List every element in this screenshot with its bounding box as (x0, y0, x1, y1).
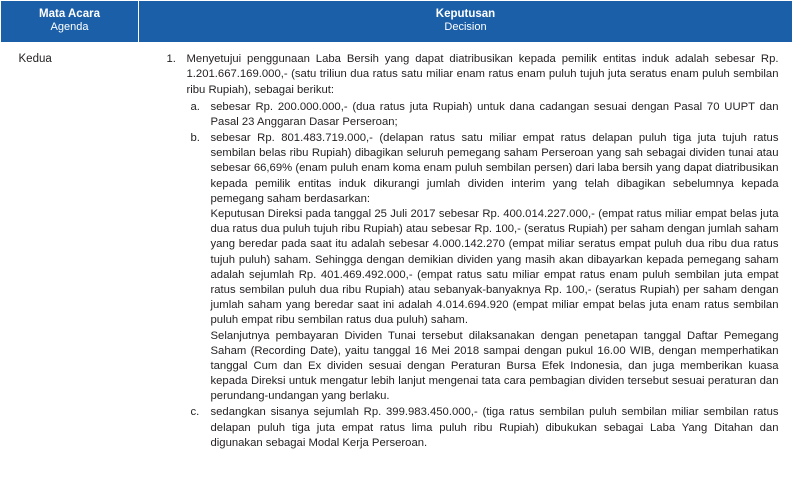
list-item-marker: 1. (166, 53, 176, 66)
list-item (187, 100, 779, 130)
list-item (145, 52, 779, 451)
list-item-text: Menyetujui penggunaan Laba Bersih yang dapat diatribusikan kepada pemilik entitas induk adalah sebesar Rp. 1.201.667.169.000,- (satu triliun dua ratus satu miliar enam ratus enam puluh tujuh juta seratus enam puluh sembilan ribu Rupiah), sebagai berikut: (186, 53, 779, 96)
list-item (187, 405, 779, 451)
sublist-item-paragraph: sebesar Rp. 200.000.000,- (dua ratus juta Rupiah) untuk dana cadangan sesuai dengan Pasal 70 UUPT dan Pasal 23 Anggaran Dasar Perseroan; (210, 100, 779, 128)
agenda-cell (1, 43, 139, 463)
column-header-agenda-sub: Agenda (50, 21, 89, 34)
table-header (1, 1, 792, 43)
column-header-agenda (1, 1, 139, 43)
decision-sublist (187, 100, 779, 451)
sublist-item-paragraph: Keputusan Direksi pada tanggal 25 Juli 2017 sebesar Rp. 400.014.227.000,- (empat ratus miliar empat belas juta dua ratus dua puluh tujuh ribu Rupiah) atau sebesar Rp. 100,- (seratus Rupiah) per saham dengan jumlah saham yang beredar pada saat itu adalah sebesar 4.000.142.270 (empat miliar seratus empat puluh dua ribu dua ratus tujuh puluh) saham. Sehingga dengan demikian dividen yang masih akan dibayarkan kepada pemegang saham adalah sejumlah Rp. 401.469.492.000,- (empat ratus satu miliar empat ratus enam puluh sembilan juta empat ratus sembilan puluh dua ribu Rupiah) atau sebanyak-banyaknya Rp. 100,- (seratus Rupiah) per saham dengan jumlah saham yang beredar saat ini adalah 4.014.694.920 (empat miliar empat belas juta enam ratus sembilan puluh empat ribu sembilan ratus dua puluh) saham. (210, 208, 779, 327)
sublist-item-paragraph: Selanjutnya pembayaran Dividen Tunai tersebut dilaksanakan dengan penetapan tanggal Daftar Pemegang Saham (Recording Date), yaitu tanggal 16 Mei 2018 sampai dengan pukul 16.00 WIB, dengan memperhatikan tanggal Cum dan Ex dividen sesuai dengan Peraturan Bursa Efek Indonesia, dan juga memberikan kuasa kepada Direksi untuk mengatur lebih lanjut mengenai tata cara pembagian dividen tersebut sesuai peraturan dan perundang-undangan yang berlaku. (210, 329, 779, 403)
decision-list (145, 52, 779, 451)
table-header-row (1, 1, 792, 43)
sublist-item-marker: a. (190, 100, 200, 113)
sublist-item-marker: c. (190, 406, 200, 419)
list-item (187, 131, 779, 404)
table-row (1, 43, 792, 463)
agenda-label: Kedua (18, 53, 52, 66)
table-body (1, 43, 792, 463)
column-header-decision-main: Keputusan (435, 8, 496, 20)
decision-cell (139, 43, 792, 463)
column-header-decision (139, 1, 792, 43)
sublist-item-paragraph: sedangkan sisanya sejumlah Rp. 399.983.450.000,- (tiga ratus sembilan puluh sembilan miliar sembilan ratus delapan puluh tiga juta empat ratus lima puluh ribu Rupiah) dibukukan sebagai Laba Yang Ditahan dan digunakan sebagai Modal Kerja Perseroan. (210, 406, 779, 449)
column-header-decision-sub: Decision (444, 21, 487, 34)
sublist-item-marker: b. (190, 132, 200, 145)
sublist-item-paragraph: sebesar Rp. 801.483.719.000,- (delapan ratus satu miliar empat ratus delapan puluh tiga juta tujuh ratus sembilan belas ribu Rupiah) dibagikan seluruh pemegang saham Perseroan yang sah sebagai dividen tunai atau sebesar 66,69% (enam puluh enam koma enam puluh sembilan persen) dari laba bersih yang dapat diatribusikan kepada pemilik entitas induk dikurangi jumlah dividen interim yang telah dibagikan sebelumnya kepada pemegang saham berdasarkan: (210, 132, 779, 205)
column-header-agenda-main: Mata Acara (39, 8, 100, 20)
